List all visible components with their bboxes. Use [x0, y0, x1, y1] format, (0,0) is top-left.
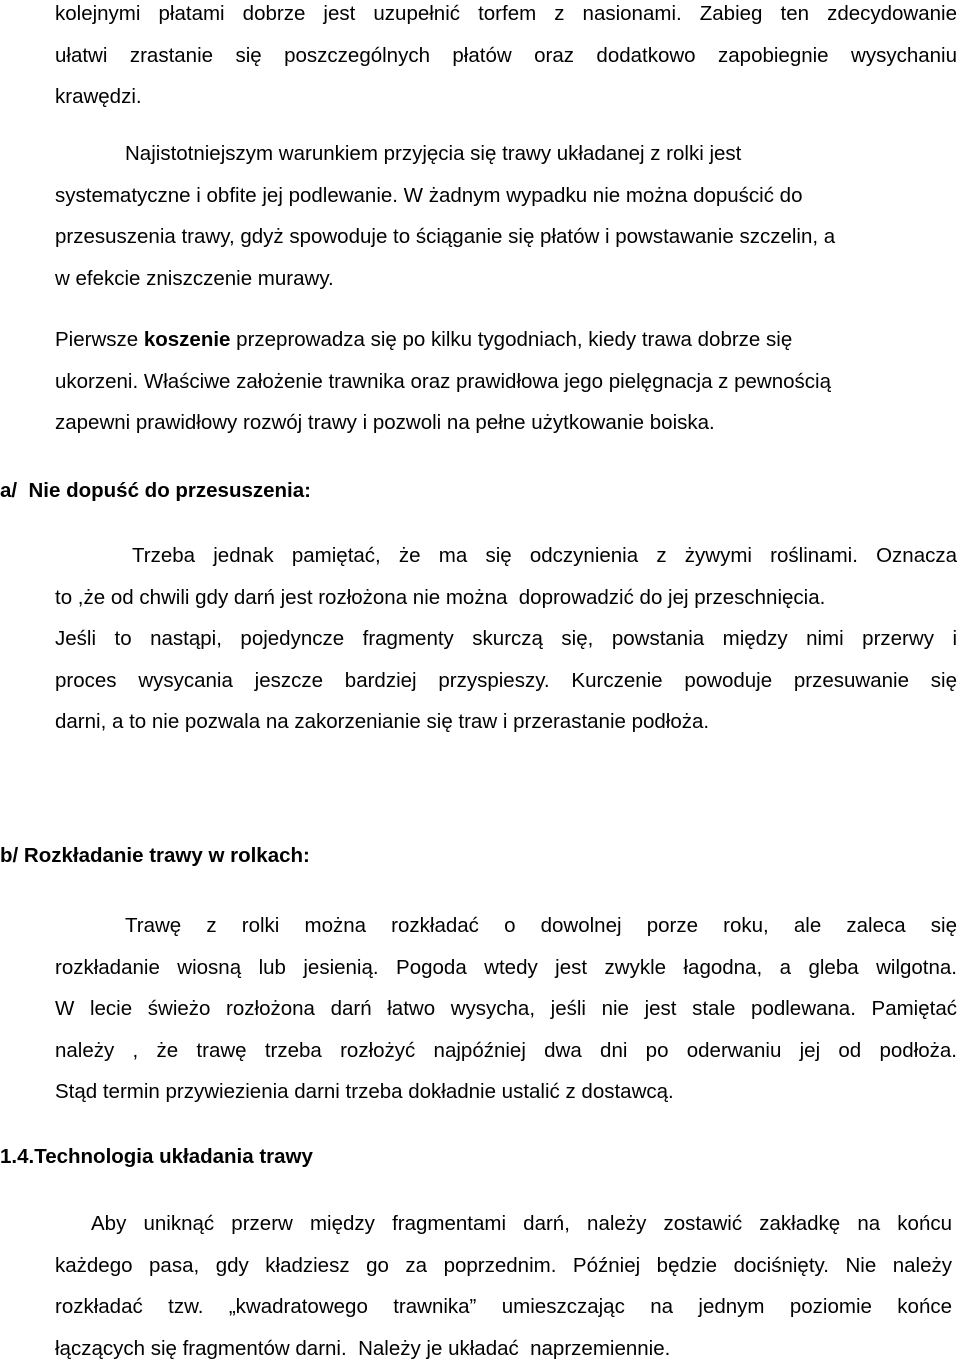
paragraph-6: [55, 1203, 952, 1369]
text-run: Pierwsze: [55, 328, 144, 351]
text-line: Aby uniknąć przerw między fragmentami darń, należy zostawić zakładkę na końcu: [55, 1203, 952, 1245]
text-line: Najistotniejszym warunkiem przyjęcia się trawy układanej z rolki jest: [55, 133, 957, 175]
text-line: Trawę z rolki można rozkładać o dowolnej porze roku, ale zaleca się: [55, 905, 957, 947]
bold-term: koszenie: [144, 328, 231, 351]
text-line: krawędzi.: [55, 76, 957, 118]
text-line: zapewni prawidłowy rozwój trawy i pozwoli na pełne użytkowanie boiska.: [55, 402, 957, 444]
text-line: rozkładanie wiosną lub jesienią. Pogoda wtedy jest zwykle łagodna, a gleba wilgotna.: [55, 947, 957, 989]
text-line: W lecie świeżo rozłożona darń łatwo wysycha, jeśli nie jest stale podlewana. Pamiętać: [55, 988, 957, 1030]
text-line: należy , że trawę trzeba rozłożyć najpóźniej dwa dni po oderwaniu jej od podłoża.: [55, 1030, 957, 1072]
text-line: ukorzeni. Właściwe założenie trawnika oraz prawidłowa jego pielęgnacja z pewnością: [55, 361, 957, 403]
paragraph-4: [55, 535, 957, 743]
paragraph-5: [55, 905, 957, 1113]
text-line: każdego pasa, gdy kładziesz go za poprzednim. Później będzie dociśnięty. Nie należy: [55, 1245, 952, 1287]
text-line: łączących się fragmentów darni. Należy je układać naprzemiennie.: [55, 1328, 952, 1369]
text-line: Trzeba jednak pamiętać, że ma się odczynienia z żywymi roślinami. Oznacza: [55, 535, 957, 577]
paragraph-1: [55, 0, 957, 118]
text-line: Jeśli to nastąpi, pojedyncze fragmenty skurczą się, powstania między nimi przerwy i: [55, 618, 957, 660]
text-line: [55, 319, 957, 361]
paragraph-2: [55, 133, 957, 299]
text-line: Stąd termin przywiezienia darni trzeba dokładnie ustalić z dostawcą.: [55, 1071, 957, 1113]
section-heading-b: b/ Rozkładanie trawy w rolkach:: [0, 841, 310, 871]
text-line: ułatwi zrastanie się poszczególnych płatów oraz dodatkowo zapobiegnie wysychaniu: [55, 35, 957, 77]
text-line: rozkładać tzw. „kwadratowego trawnika” umieszczając na jednym poziomie końce: [55, 1286, 952, 1328]
text-line: darni, a to nie pozwala na zakorzenianie się traw i przerastanie podłoża.: [55, 701, 957, 743]
text-line: w efekcie zniszczenie murawy.: [55, 258, 957, 300]
text-run: przeprowadza się po kilku tygodniach, kiedy trawa dobrze się: [230, 328, 792, 351]
text-line: systematyczne i obfite jej podlewanie. W żadnym wypadku nie można dopuścić do: [55, 175, 957, 217]
section-heading-c: 1.4.Technologia układania trawy: [0, 1142, 313, 1172]
text-line: przesuszenia trawy, gdyż spowoduje to ściąganie się płatów i powstawanie szczelin, a: [55, 216, 957, 258]
paragraph-3: [55, 319, 957, 444]
section-heading-a: a/ Nie dopuść do przesuszenia:: [0, 476, 311, 506]
text-line: kolejnymi płatami dobrze jest uzupełnić torfem z nasionami. Zabieg ten zdecydowanie: [55, 0, 957, 35]
text-line: proces wysycania jeszcze bardziej przyspieszy. Kurczenie powoduje przesuwanie się: [55, 660, 957, 702]
text-line: to ,że od chwili gdy darń jest rozłożona nie można doprowadzić do jej przeschnięcia.: [55, 577, 957, 619]
